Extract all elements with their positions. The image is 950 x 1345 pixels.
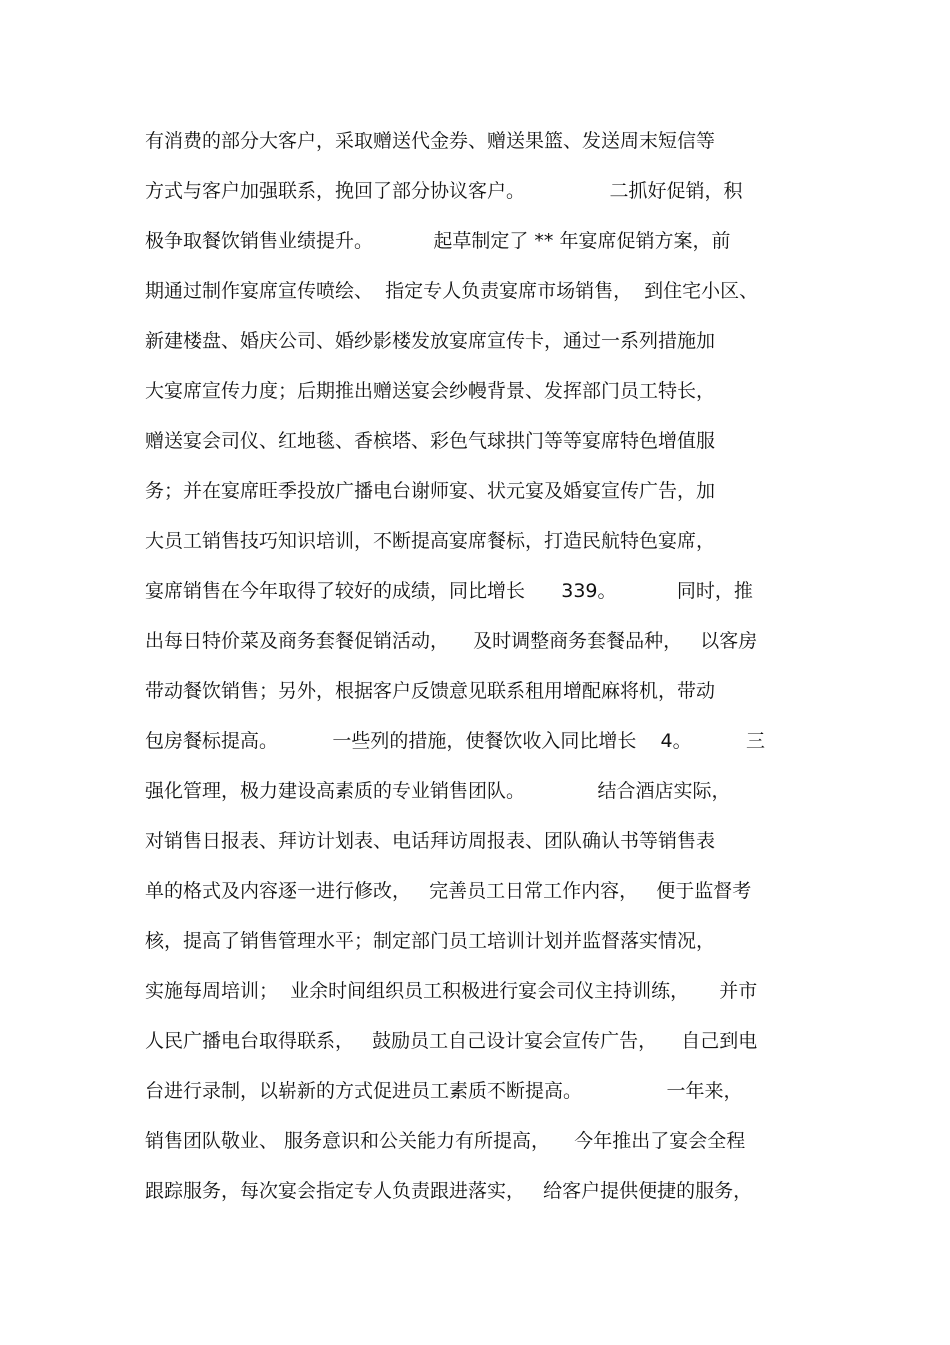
text-line: 宴席销售在今年取得了较好的成绩，同比增长 339。 同时，推 [145,580,753,602]
text-line: 有消费的部分大客户，采取赠送代金券、赠送果篮、发送周末短信等 [145,130,716,152]
text-line: 跟踪服务，每次宴会指定专人负责跟进落实， 给客户提供便捷的服务， [145,1180,753,1202]
text-line: 单的格式及内容逐一进行修改， 完善员工日常工作内容， 便于监督考 [145,880,752,902]
text-line: 销售团队敬业、 服务意识和公关能力有所提高， 今年推出了宴会全程 [145,1130,746,1152]
text-line: 人民广播电台取得联系， 鼓励员工自己设计宴会宣传广告， 自己到电 [145,1030,758,1052]
text-line: 务；并在宴席旺季投放广播电台谢师宴、状元宴及婚宴宣传广告，加 [145,480,716,502]
text-line: 强化管理，极力建设高素质的专业销售团队。 结合酒店实际， [145,780,731,802]
text-line: 对销售日报表、拜访计划表、电话拜访周报表、团队确认书等销售表 [145,830,716,852]
text-line: 新建楼盘、婚庆公司、婚纱影楼发放宴席宣传卡，通过一系列措施加 [145,330,716,352]
text-line: 大宴席宣传力度；后期推出赠送宴会纱幔背景、发挥部门员工特长， [145,380,716,402]
text-line: 赠送宴会司仪、红地毯、香槟塔、彩色气球拱门等等宴席特色增值服 [145,430,716,452]
text-line: 期通过制作宴席宣传喷绘、 指定专人负责宴席市场销售， 到住宅小区、 [145,280,759,302]
text-line: 包房餐标提高。 一些列的措施，使餐饮收入同比增长 4。 三 [145,730,765,752]
text-line: 核，提高了销售管理水平；制定部门员工培训计划并监督落实情况， [145,930,716,952]
text-line: 带动餐饮销售；另外，根据客户反馈意见联系租用增配麻将机，带动 [145,680,716,702]
text-line: 大员工销售技巧知识培训，不断提高宴席餐标，打造民航特色宴席， [145,530,716,552]
text-line: 实施每周培训； 业余时间组织员工积极进行宴会司仪主持训练， 并市 [145,980,758,1002]
text-line: 极争取餐饮销售业绩提升。 起草制定了 ** 年宴席促销方案，前 [145,230,731,252]
text-line: 方式与客户加强联系，挽回了部分协议客户。 二抓好促销，积 [145,180,743,202]
text-line: 出每日特价菜及商务套餐促销活动， 及时调整商务套餐品种， 以客房 [145,630,758,652]
text-line: 台进行录制，以崭新的方式促进员工素质不断提高。 一年来， [145,1080,743,1102]
